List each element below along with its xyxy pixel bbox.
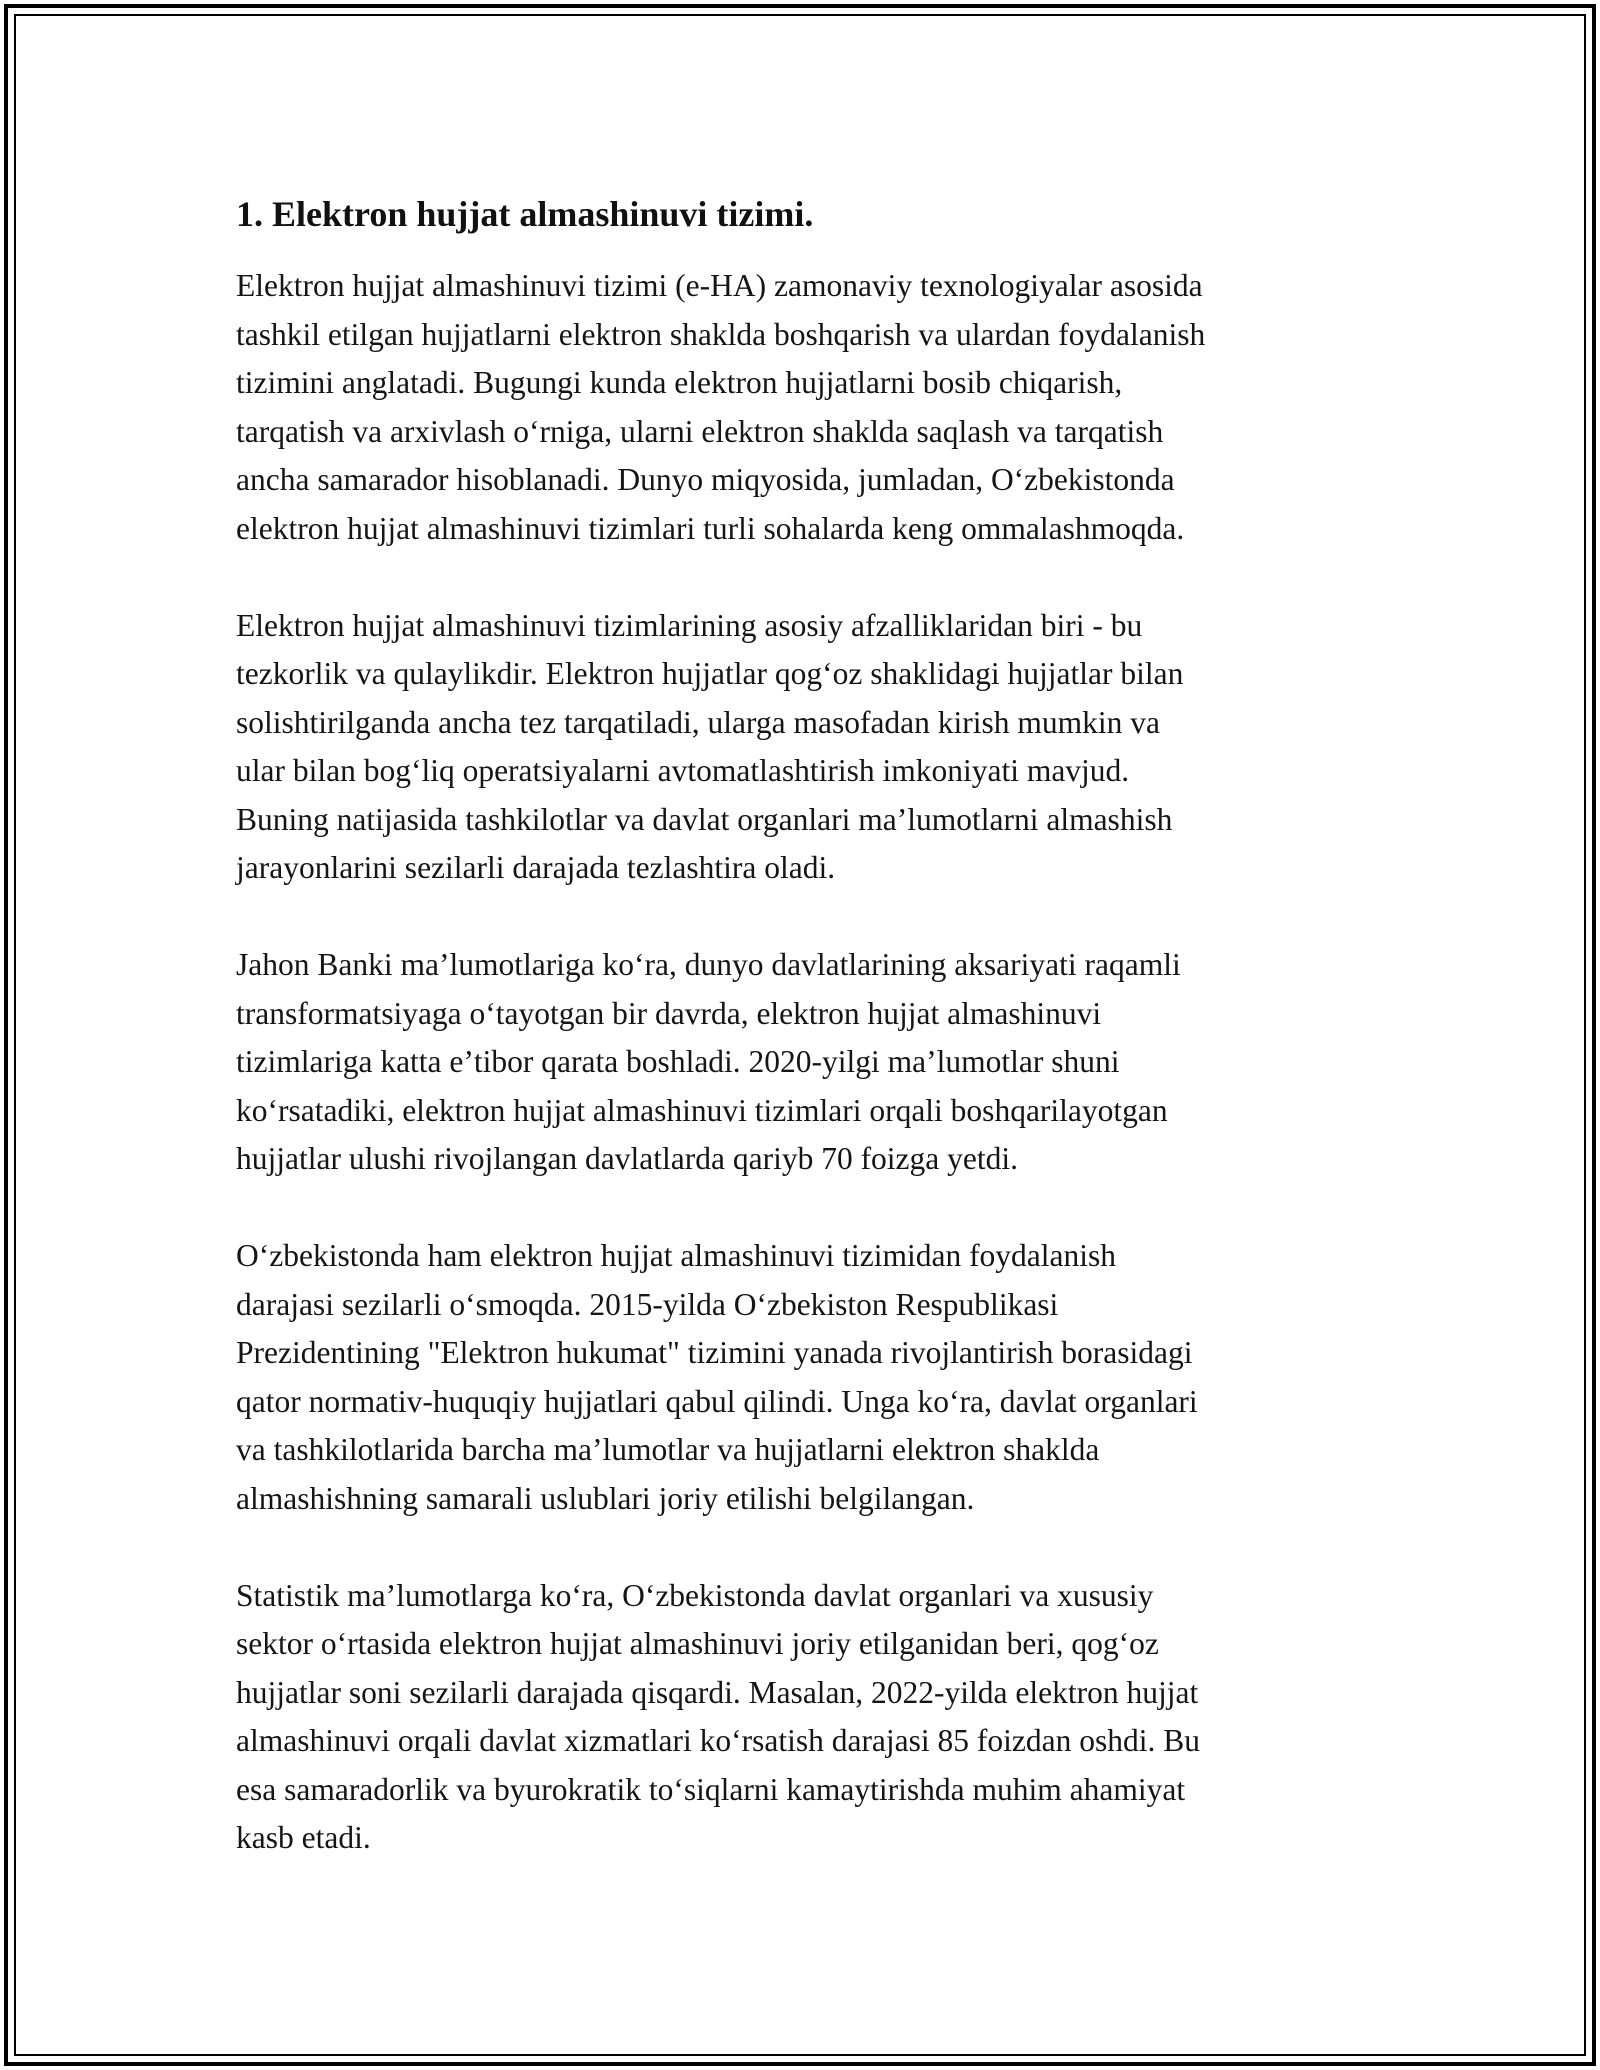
text-line: Elektron hujjat almashinuvi tizimi (e-HA) zamonaviy texnologiyalar asosida — [236, 268, 1203, 303]
text-line: ular bilan bogʻliq operatsiyalarni avtomatlashtirish imkoniyati mavjud. — [236, 753, 1130, 788]
paragraph-4 — [236, 1232, 1396, 1523]
text-line: koʻrsatadiki, elektron hujjat almashinuvi tizimlari orqali boshqarilayotgan — [236, 1092, 1168, 1128]
text-line: almashishning samarali uslublari joriy etilishi belgilangan. — [236, 1480, 975, 1516]
text-line: Jahon Banki maʼlumotlariga koʻra, dunyo davlatlarining aksariyati raqamli — [236, 947, 1181, 982]
text-line: qator normativ-huquqiy hujjatlari qabul qilindi. Unga koʻra, davlat organlari — [236, 1383, 1198, 1419]
text-line: tarqatish va arxivlash oʻrniga, ularni elektron shaklda saqlash va tarqatish — [236, 413, 1164, 449]
text-line: darajasi sezilarli oʻsmoqda. 2015-yilda Oʻzbekiston Respublikasi — [236, 1286, 1059, 1322]
text-line: tizimlariga katta eʼtibor qarata boshladi. 2020-yilgi maʼlumotlar shuni — [236, 1044, 1120, 1079]
text-line: sektor oʻrtasida elektron hujjat almashinuvi joriy etilganidan beri, qogʻoz — [236, 1626, 1159, 1661]
text-line: Prezidentining "Elektron hukumat" tizimini yanada rivojlantirish borasidagi — [236, 1335, 1193, 1370]
text-line: almashinuvi orqali davlat xizmatlari koʻrsatish darajasi 85 foizdan oshdi. Bu — [236, 1723, 1201, 1758]
text-line: Oʻzbekistonda ham elektron hujjat almashinuvi tizimidan foydalanish — [236, 1238, 1117, 1273]
paragraph-2 — [236, 602, 1396, 893]
text-line: elektron hujjat almashinuvi tizimlari turli sohalarda keng ommalashmoqda. — [236, 510, 1185, 546]
text-line: transformatsiyaga oʻtayotgan bir davrda, elektron hujjat almashinuvi — [236, 995, 1102, 1031]
text-line: ancha samarador hisoblanadi. Dunyo miqyosida, jumladan, Oʻzbekistonda — [236, 462, 1175, 497]
text-line: hujjatlar soni sezilarli darajada qisqardi. Masalan, 2022-yilda elektron hujjat — [236, 1674, 1199, 1710]
text-line: va tashkilotlarida barcha maʼlumotlar va hujjatlarni elektron shaklda — [236, 1432, 1100, 1467]
text-line: esa samaradorlik va byurokratik toʻsiqlarni kamaytirishda muhim ahamiyat — [236, 1771, 1186, 1807]
text-line: jarayonlarini sezilarli darajada tezlashtira oladi. — [236, 850, 836, 885]
text-line: Buning natijasida tashkilotlar va davlat organlari maʼlumotlarni almashish — [236, 801, 1173, 837]
text-line: tizimini anglatadi. Bugungi kunda elektron hujjatlarni bosib chiqarish, — [236, 365, 1123, 400]
paragraph-list — [236, 262, 1396, 1863]
text-line: tezkorlik va qulaylikdir. Elektron hujjatlar qogʻoz shaklidagi hujjatlar bilan — [236, 656, 1184, 691]
paragraph-3 — [236, 941, 1396, 1184]
text-line: kasb etadi. — [236, 1820, 371, 1855]
text-line: solishtirilganda ancha tez tarqatiladi, ularga masofadan kirish mumkin va — [236, 704, 1161, 740]
text-line: tashkil etilgan hujjatlarni elektron shaklda boshqarish va ulardan foydalanish — [236, 316, 1206, 352]
text-line: Elektron hujjat almashinuvi tizimlarining asosiy afzalliklaridan biri - bu — [236, 607, 1143, 643]
paragraph-5 — [236, 1572, 1396, 1863]
text-line: hujjatlar ulushi rivojlangan davlatlarda qariyb 70 foizga yetdi. — [236, 1141, 1019, 1176]
section-heading: 1. Elektron hujjat almashinuvi tizimi. — [236, 194, 814, 234]
text-line: Statistik maʼlumotlarga koʻra, Oʻzbekistonda davlat organlari va xususiy — [236, 1577, 1154, 1613]
document-body — [236, 188, 1396, 1911]
paragraph-1 — [236, 262, 1396, 553]
